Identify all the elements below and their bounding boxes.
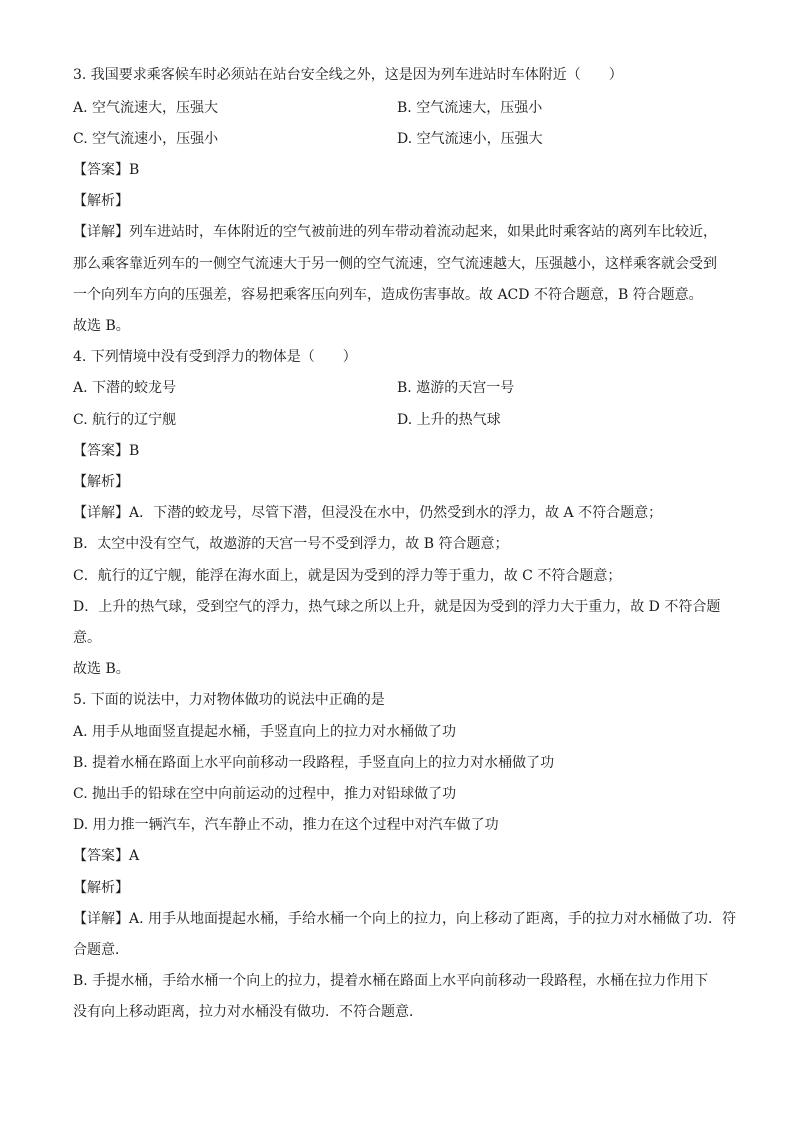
- question-5-detail-line: 【详解】A. 用手从地面提起水桶，手给水桶一个向上的拉力，向上移动了距离，手的拉力对水桶做了功．符: [73, 911, 737, 927]
- question-4-option-c: C. 航行的辽宁舰: [73, 412, 177, 428]
- question-4-answer: 【答案】B: [73, 443, 140, 459]
- question-3-detail-line: 一个向列车方向的压强差，容易把乘客压向列车，造成伤害事故。故 ACD 不符合题意，B 符合题意。: [73, 287, 703, 303]
- question-3-option-d: D. 空气流速小，压强大: [397, 131, 543, 147]
- question-5-detail-line: 没有向上移动距离，拉力对水桶没有做功．不符合题意．: [73, 1004, 423, 1020]
- question-3-answer: 【答案】B: [73, 162, 140, 178]
- question-3-conclusion: 故选 B。: [73, 318, 130, 334]
- question-5-analysis-label: 【解析】: [73, 880, 129, 896]
- question-3-detail-line: 那么乘客靠近列车的一侧空气流速大于另一侧的空气流速，空气流速越大，压强越小，这样乘客就会受到: [73, 256, 717, 272]
- question-3-option-b: B. 空气流速大，压强小: [397, 100, 543, 116]
- question-5-option-d: D. 用力推一辆汽车，汽车静止不动，推力在这个过程中对汽车做了功: [73, 817, 499, 833]
- question-3-option-a: A. 空气流速大，压强大: [73, 100, 219, 116]
- question-4-option-b: B. 遨游的天宫一号: [397, 380, 515, 396]
- question-4-detail-line: 意。: [73, 630, 101, 646]
- question-5-detail-line: B. 手提水桶，手给水桶一个向上的拉力，提着水桶在路面上水平向前移动一段路程，水桶在拉力作用下: [73, 973, 709, 989]
- question-5-detail-line: 合题意．: [73, 942, 129, 958]
- question-4-detail-line: 【详解】A．下潜的蛟龙号，尽管下潜，但浸没在水中，仍然受到水的浮力，故 A 不符合题意；: [73, 505, 663, 521]
- question-4-conclusion: 故选 B。: [73, 661, 130, 677]
- question-4-detail-line: C．航行的辽宁舰，能浮在海水面上，就是因为受到的浮力等于重力，故 C 不符合题意；: [73, 568, 622, 584]
- question-4-option-d: D. 上升的热气球: [397, 412, 501, 428]
- question-3-option-c: C. 空气流速小，压强小: [73, 131, 219, 147]
- question-4-option-a: A. 下潜的蛟龙号: [73, 380, 177, 396]
- question-4-analysis-label: 【解析】: [73, 474, 129, 490]
- question-3-detail-line: 【详解】列车进站时，车体附近的空气被前进的列车带动着流动起来，如果此时乘客站的离列车比较近，: [73, 224, 717, 240]
- question-5-option-b: B. 提着水桶在路面上水平向前移动一段路程，手竖直向上的拉力对水桶做了功: [73, 755, 555, 771]
- question-5-stem: 5. 下面的说法中，力对物体做功的说法中正确的是: [73, 692, 385, 708]
- question-3-analysis-label: 【解析】: [73, 193, 129, 209]
- question-5-option-c: C. 抛出手的铅球在空中向前运动的过程中，推力对铅球做了功: [73, 786, 457, 802]
- question-4-detail-line: B．太空中没有空气，故遨游的天宫一号不受到浮力，故 B 符合题意；: [73, 536, 509, 552]
- question-5-option-a: A. 用手从地面竖直提起水桶，手竖直向上的拉力对水桶做了功: [73, 724, 457, 740]
- question-4-detail-line: D．上升的热气球，受到空气的浮力，热气球之所以上升，就是因为受到的浮力大于重力，故 D 不符合题: [73, 599, 721, 615]
- question-5-answer: 【答案】A: [73, 848, 140, 864]
- question-4-stem: 4. 下列情境中没有受到浮力的物体是（ ）: [73, 349, 357, 365]
- question-3-stem: 3. 我国要求乘客候车时必须站在站台安全线之外，这是因为列车进站时车体附近（ ）: [73, 67, 623, 83]
